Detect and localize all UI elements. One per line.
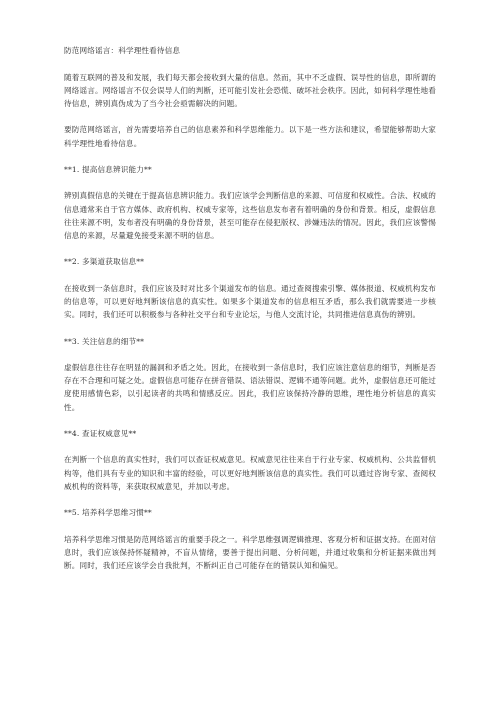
section-2-body: 在接收到一条信息时，我们应该及时对比多个渠道发布的信息。通过查阅搜索引擎、媒体报道、权威机构发布的信息等，可以更好地判断该信息的真实性。如果多个渠道发布的信息相互矛盾，那么我们就需要进一步核实。同时，我们还可以积极参与各种社交平台和专业论坛，与他人交流讨论，共同推进信息真伪的辨别。 xyxy=(64,283,436,320)
section-2-heading: **2. 多渠道获取信息** xyxy=(64,257,145,267)
section-5-heading: **5. 培养科学思维习惯** xyxy=(64,508,152,518)
section-1-heading: **1. 提高信息辨识能力** xyxy=(64,164,152,174)
section-3-body: 虚假信息往往存在明显的漏洞和矛盾之处。因此，在接收到一条信息时，我们应该注意信息的细节，判断是否存在不合理和可疑之处。虚假信息可能存在拼音错误、语法错误、逻辑不通等问题。此外，虚假信息还可能过度使用感情色彩，以引起读者的共鸣和情感反应。因此，我们应该保持冷静的思维，理性地分析信息的真实性。 xyxy=(64,362,436,412)
document-page xyxy=(64,44,436,585)
intro-paragraph-2: 要防范网络谣言，首先需要培养自己的信息素养和科学思维能力。以下是一些方法和建议，希望能够帮助大家科学理性地看待信息。 xyxy=(64,125,436,148)
intro-paragraph-1: 随着互联网的普及和发展，我们每天都会接收到大量的信息。然而，其中不乏虚假、误导性的信息，即所谓的网络谣言。网络谣言不仅会误导人们的判断，还可能引发社会恐慌、破坏社会秩序。因此，如何科学理性地看待信息，辨别真伪成为了当今社会亟需解决的问题。 xyxy=(64,72,436,108)
section-3-heading: **3. 关注信息的细节** xyxy=(64,336,145,346)
section-4-body: 在判断一个信息的真实性时，我们可以查证权威意见。权威意见往往来自于行业专家、权威机构、公共监督机构等，他们具有专业的知识和丰富的经验，可以更好地判断该信息的真实性。我们可以通过咨询专家、查阅权威机构的资料等，来获取权威意见，并加以考虑。 xyxy=(64,455,436,491)
section-4-heading: **4. 查证权威意见** xyxy=(64,428,137,438)
section-1-body: 辨别真假信息的关键在于提高信息辨识能力。我们应该学会判断信息的来源、可信度和权威性。合法、权威的信息通常来自于官方媒体、政府机构、权威专家等，这些信息发布者有着明确的身份和背景。相反，虚假信息往往来源不明，发布者没有明确的身份背景，甚至可能存在侵犯版权、涉嫌违法的情况。因此，我们应该警惕信息的来源，尽量避免接受来源不明的信息。 xyxy=(64,191,436,240)
section-5-body: 培养科学思维习惯是防范网络谣言的重要手段之一。科学思维强调逻辑推理、客观分析和证据支持。在面对信息时，我们应该保持怀疑精神，不盲从情绪，要善于提出问题、分析问题，并通过收集和分析证据来做出判断。同时，我们还应该学会自我批判，不断纠正自己可能存在的错误认知和偏见。 xyxy=(64,534,436,570)
document-title: 防范网络谣言：科学理性看待信息 xyxy=(64,46,181,55)
